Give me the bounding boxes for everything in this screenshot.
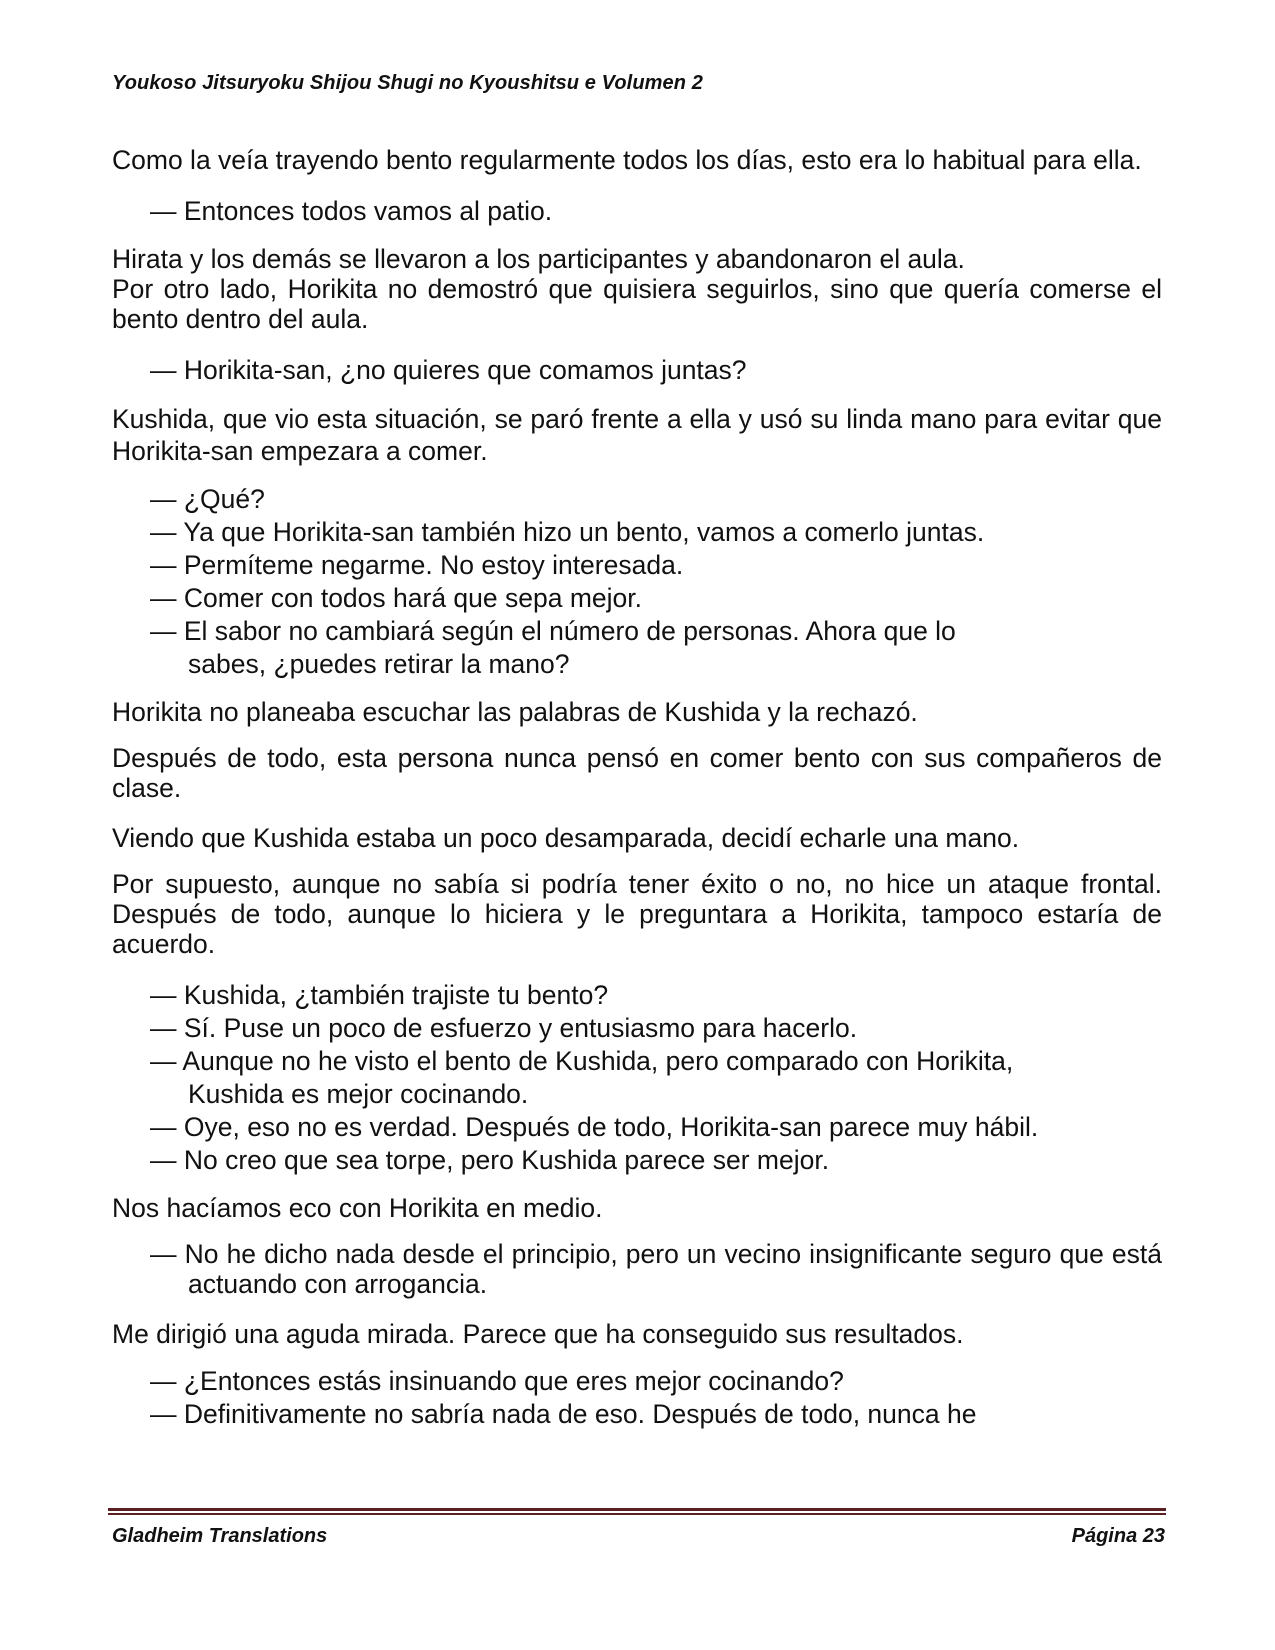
paragraph: Hirata y los demás se llevaron a los participantes y abandonaron el aula. <box>112 244 965 274</box>
page-header-title: Youkoso Jitsuryoku Shijou Shugi no Kyoushitsu e Volumen 2 <box>112 72 703 94</box>
dialogue-line: — No creo que sea torpe, pero Kushida parece ser mejor. <box>150 1145 830 1175</box>
dialogue-line: — Horikita-san, ¿no quieres que comamos juntas? <box>150 355 747 385</box>
dialogue-line: — No he dicho nada desde el principio, pero un vecino insignificante seguro que está actuando con arrogancia. <box>150 1239 1162 1299</box>
dialogue-line: — Kushida, ¿también trajiste tu bento? <box>150 980 609 1010</box>
paragraph: Por supuesto, aunque no sabía si podría tener éxito o no, no hice un ataque frontal. Después de todo, aunque lo hiciera y le preguntara a Horikita, tampoco estaría de acuerdo. <box>112 869 1162 959</box>
document-body <box>112 145 1162 1431</box>
paragraph: Por otro lado, Horikita no demostró que quisiera seguirlos, sino que quería comerse el bento dentro del aula. <box>112 274 1162 334</box>
dialogue-line: — Comer con todos hará que sepa mejor. <box>150 583 642 613</box>
paragraph: Horikita no planeaba escuchar las palabras de Kushida y la rechazó. <box>112 697 918 727</box>
footer-rule <box>108 1508 1166 1511</box>
dialogue-line: — El sabor no cambiará según el número de personas. Ahora que lo sabes, ¿puedes retirar la mano? <box>150 616 956 679</box>
paragraph: Después de todo, esta persona nunca pensó en comer bento con sus compañeros de clase. <box>112 743 1162 803</box>
dialogue-line: — Oye, eso no es verdad. Después de todo, Horikita-san parece muy hábil. <box>150 1112 1039 1142</box>
dialogue-line: — Definitivamente no sabría nada de eso. Después de todo, nunca he <box>150 1399 977 1429</box>
dialogue-line: — ¿Qué? <box>150 484 265 514</box>
footer-translator: Gladheim Translations <box>112 1525 328 1547</box>
dialogue-line: — Ya que Horikita-san también hizo un bento, vamos a comerlo juntas. <box>150 517 985 547</box>
dialogue-line: — ¿Entonces estás insinuando que eres mejor cocinando? <box>150 1366 844 1396</box>
paragraph: Viendo que Kushida estaba un poco desamparada, decidí echarle una mano. <box>112 823 1020 853</box>
paragraph: Nos hacíamos eco con Horikita en medio. <box>112 1193 603 1223</box>
dialogue-line: — Aunque no he visto el bento de Kushida, pero comparado con Horikita, Kushida es mejor cocinando. <box>150 1046 1014 1109</box>
paragraph: Como la veía trayendo bento regularmente todos los días, esto era lo habitual para ella. <box>112 145 1142 175</box>
dialogue-line: — Permíteme negarme. No estoy interesada. <box>150 550 684 580</box>
paragraph: Me dirigió una aguda mirada. Parece que ha conseguido sus resultados. <box>112 1319 964 1349</box>
dialogue-line: — Entonces todos vamos al patio. <box>150 196 553 226</box>
footer-page-number: Página 23 <box>1071 1525 1165 1547</box>
dialogue-line: — Sí. Puse un poco de esfuerzo y entusiasmo para hacerlo. <box>150 1013 858 1043</box>
footer-rule-thin <box>108 1513 1166 1515</box>
paragraph: Kushida, que vio esta situación, se paró frente a ella y usó su linda mano para evitar que Horikita-san empezara a comer. <box>112 404 1162 466</box>
